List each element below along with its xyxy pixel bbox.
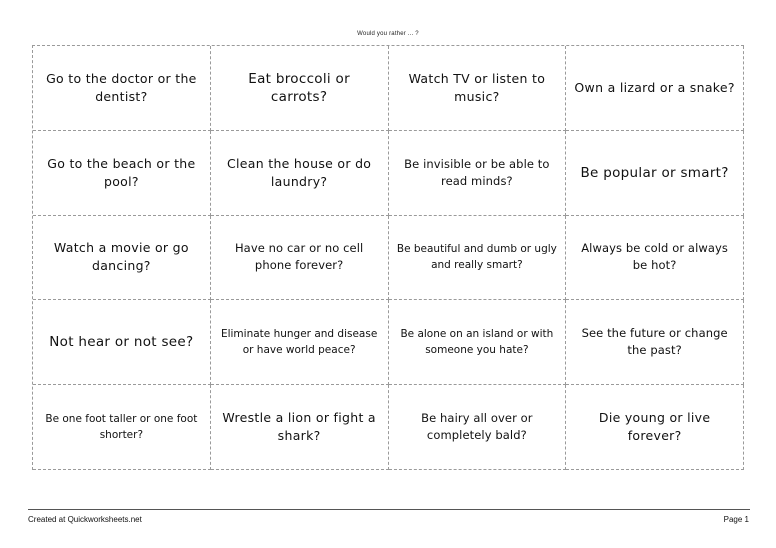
- card-r4-c2: Eliminate hunger and disease or have world peace?: [211, 300, 389, 385]
- card-r1-c4: Own a lizard or a snake?: [566, 46, 744, 131]
- card-r2-c4: Be popular or smart?: [566, 131, 744, 216]
- card-r1-c2: Eat broccoli or carrots?: [211, 46, 389, 131]
- card-r3-c4: Always be cold or always be hot?: [566, 216, 744, 301]
- card-r5-c2: Wrestle a lion or fight a shark?: [211, 385, 389, 470]
- card-r2-c3: Be invisible or be able to read minds?: [389, 131, 567, 216]
- footer-divider: [28, 509, 750, 510]
- card-grid: [32, 45, 744, 470]
- card-r4-c3: Be alone on an island or with someone you hate?: [389, 300, 567, 385]
- card-r2-c2: Clean the house or do laundry?: [211, 131, 389, 216]
- card-r3-c1: Watch a movie or go dancing?: [33, 216, 211, 301]
- card-r4-c1: Not hear or not see?: [33, 300, 211, 385]
- card-r2-c1: Go to the beach or the pool?: [33, 131, 211, 216]
- card-r1-c3: Watch TV or listen to music?: [389, 46, 567, 131]
- card-r3-c3: Be beautiful and dumb or ugly and really smart?: [389, 216, 567, 301]
- card-r5-c3: Be hairy all over or completely bald?: [389, 385, 567, 470]
- page-number: Page 1: [723, 515, 749, 524]
- card-r3-c2: Have no car or no cell phone forever?: [211, 216, 389, 301]
- card-r1-c1: Go to the doctor or the dentist?: [33, 46, 211, 131]
- card-r5-c1: Be one foot taller or one foot shorter?: [33, 385, 211, 470]
- footer-credit: Created at Quickworksheets.net: [28, 515, 142, 524]
- page-title: Would you rather ... ?: [357, 31, 419, 37]
- card-r5-c4: Die young or live forever?: [566, 385, 744, 470]
- card-r4-c4: See the future or change the past?: [566, 300, 744, 385]
